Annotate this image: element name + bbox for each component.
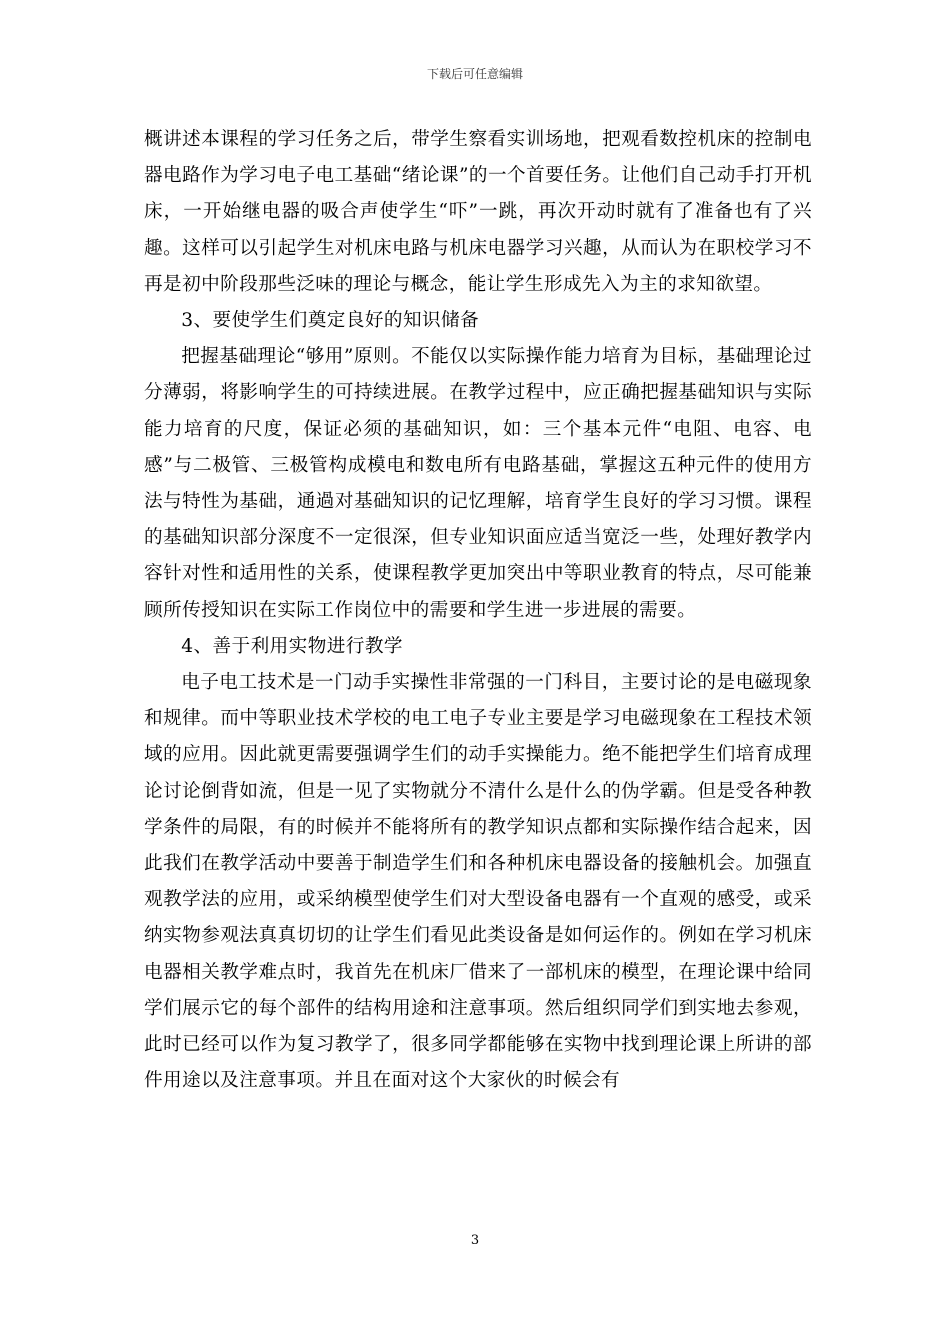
page-number: 3 [470,1233,480,1248]
paragraph-physical-teaching: 电子电工技术是一门动手实操性非常强的一门科目，主要讨论的是电磁现象和规律。而中等职业技术学校的电工电子专业主要是学习电磁现象在工程技术领域的应用。因此就更需要强调学生们的动手实操能力。绝不能把学生们培育成理论讨论倒背如流，但是一见了实物就分不清什么是什么的伪学霸。但是受各种教学条件的局限，有的时候并不能将所有的教学知识点都和实际操作结合起来，因此我们在教学活动中要善于制造学生们和各种机床电器设备的接触机会。加强直观教学法的应用，或采纳模型使学生们对大型设备电器有一个直观的感受，或采纳实物参观法真真切切的让学生们看见此类设备是如何运作的。例如在学习机床电器相关教学难点时，我首先在机床厂借来了一部机床的模型，在理论课中给同学们展示它的每个部件的结构用途和注意事项。然后组织同学们到实地去参观，此时已经可以作为复习教学了，很多同学都能够在实物中找到理论课上所讲的部件用途以及注意事项。并且在面对这个大家伙的时候会有 [144,672,812,1092]
document-body [144,122,812,1099]
page-header: 下载后可任意编辑 [426,67,523,81]
paragraph-continuation: 概讲述本课程的学习任务之后，带学生察看实训场地，把观看数控机床的控制电器电路作为学习电子电工基础“绪论课”的一个首要任务。让他们自己动手打开机床，一开始继电器的吸合声使学生“吓”一跳，再次开动时就有了准备也有了兴趣。这样可以引起学生对机床电路与机床电器学习兴趣，从而认为在职校学习不再是初中阶段那些泛味的理论与概念，能让学生形成先入为主的求知欲望。 [144,129,812,295]
section-heading-4: 4、善于利用实物进行教学 [181,635,403,657]
section-heading-3: 3、要使学生们奠定良好的知识储备 [181,310,480,332]
paragraph-knowledge-reserve: 把握基础理论“够用”原则。不能仅以实际操作能力培育为目标，基础理论过分薄弱，将影响学生的可持续进展。在教学过程中，应正确把握基础知识与实际能力培育的尺度，保证必须的基础知识，如：三个基本元件“电阻、电容、电感”与二极管、三极管构成模电和数电所有电路基础，掌握这五种元件的使用方法与特性为基础，通過对基础知识的记忆理解，培育学生良好的学习习惯。课程的基础知识部分深度不一定很深，但专业知识面应适当宽泛一些，处理好教学内容针对性和适用性的关系，使课程教学更加突出中等职业教育的特点，尽可能兼顾所传授知识在实际工作岗位中的需要和学生进一步进展的需要。 [144,346,812,621]
